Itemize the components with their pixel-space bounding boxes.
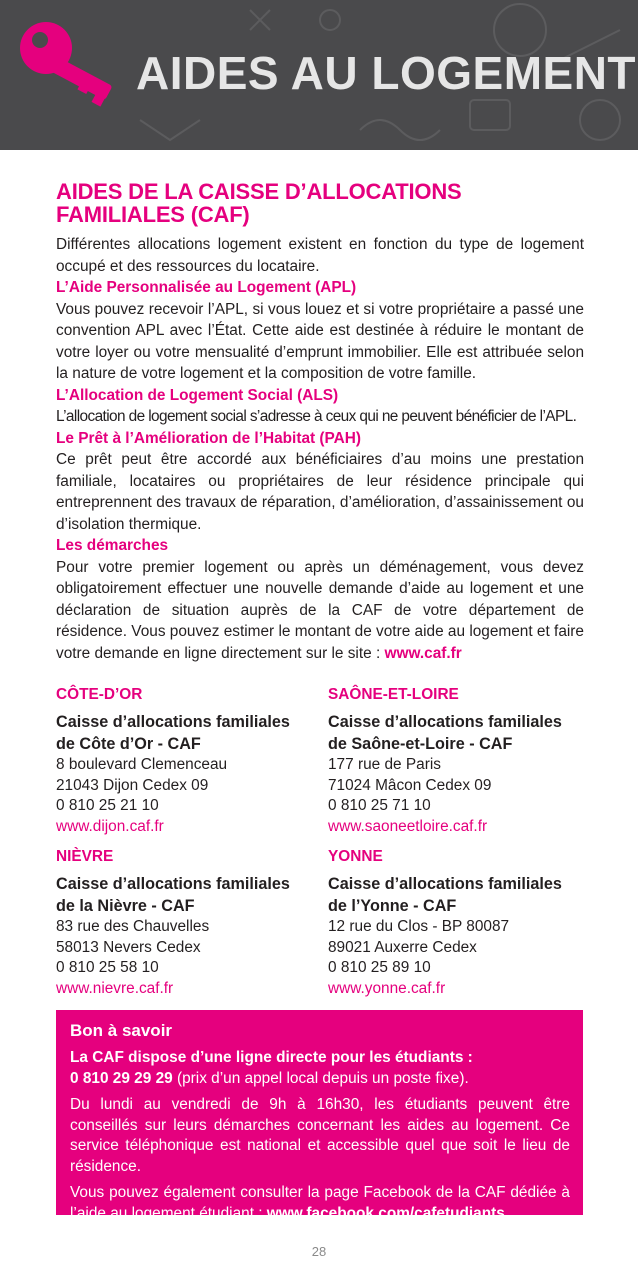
office-phone: 0 810 25 89 10 xyxy=(328,959,431,976)
tip-para2: Du lundi au vendredi de 9h à 16h30, les étudiants peuvent être conseillés sur leurs démarches concernant les aides au logement. Ce service téléphonique est national et accessible quel que soit le lieu de résidence. xyxy=(70,1096,570,1175)
office-org: Caisse d’allocations familiales de l’Yonne - CAF xyxy=(328,875,562,915)
office-org: Caisse d’allocations familiales de Côte d’Or - CAF xyxy=(56,713,290,753)
demarches-body: Pour votre premier logement ou après un déménagement, vous devez obligatoirement effectuer une nouvelle demande d’aide au logement et une déclaration de situation auprès de la CAF de votre département de résidence. Vous pouvez estimer le montant de votre aide au logement et faire votre demande en ligne directement sur le site : xyxy=(56,558,584,662)
tip-phone-note: (prix d’un appel local depuis un poste fixe). xyxy=(172,1069,469,1087)
tip-phone: 0 810 29 29 29 xyxy=(70,1069,173,1087)
office-url[interactable]: www.dijon.caf.fr xyxy=(56,817,164,835)
office-city: 89021 Auxerre Cedex xyxy=(328,938,477,956)
office-region: CÔTE-D’OR xyxy=(56,686,143,703)
office-phone: 0 810 25 58 10 xyxy=(56,959,159,976)
section-title xyxy=(56,180,584,226)
office-cote-dor xyxy=(56,685,326,837)
office-url[interactable]: www.yonne.caf.fr xyxy=(328,979,446,997)
office-url[interactable]: www.saoneetloire.caf.fr xyxy=(328,817,488,835)
office-org: Caisse d’allocations familiales de Saône-et-Loire - CAF xyxy=(328,713,562,753)
office-region: NIÈVRE xyxy=(56,848,114,865)
als-text: L’allocation de logement social s’adresse à ceux qui ne peuvent bénéficier de l’APL. xyxy=(56,408,577,425)
demarches-heading: Les démarches xyxy=(56,537,169,554)
office-city: 58013 Nevers Cedex xyxy=(56,938,201,956)
section-title-line2: FAMILIALES (CAF) xyxy=(56,202,250,227)
office-org: Caisse d’allocations familiales de la Nièvre - CAF xyxy=(56,875,290,915)
office-saone-et-loire xyxy=(328,685,598,837)
main-content xyxy=(56,180,584,664)
pah-text: Ce prêt peut être accordé aux bénéficiaires d’au moins une prestation familiale, locataires ou propriétaires de leur résidence principale qui entreprennent des travaux de réparation, d’amélioration, d’assainissement ou d’isolation thermique. xyxy=(56,451,584,533)
office-city: 71024 Mâcon Cedex 09 xyxy=(328,776,492,794)
office-address: 83 rue des Chauvelles xyxy=(56,918,210,935)
key-icon xyxy=(12,14,132,124)
office-yonne xyxy=(328,847,598,999)
office-url[interactable]: www.nievre.caf.fr xyxy=(56,979,174,997)
tip-title: Bon à savoir xyxy=(70,1021,173,1040)
page-title: AIDES AU LOGEMENT xyxy=(136,47,637,99)
office-address: 12 rue du Clos - BP 80087 xyxy=(328,918,510,935)
intro-text: Différentes allocations logement existent en fonction du type de logement occupé et des ressources du locataire. xyxy=(56,236,584,275)
section-title-line1: AIDES DE LA CAISSE D’ALLOCATIONS xyxy=(56,179,462,204)
demarches-text xyxy=(56,557,584,665)
apl-heading: L’Aide Personnalisée au Logement (APL) xyxy=(56,279,357,296)
office-address: 8 boulevard Clemenceau xyxy=(56,756,228,773)
office-phone: 0 810 25 71 10 xyxy=(328,797,431,814)
office-region: YONNE xyxy=(328,848,383,865)
tip-content xyxy=(70,1020,570,1224)
als-heading: L’Allocation de Logement Social (ALS) xyxy=(56,386,339,404)
pah-heading: Le Prêt à l’Amélioration de l’Habitat (PAH) xyxy=(56,429,362,447)
page-header xyxy=(0,0,638,150)
apl-text: Vous pouvez recevoir l’APL, si vous louez et si votre propriétaire a passé une convention APL avec l’État. Cette aide est destinée à réduire le montant de votre loyer ou votre mensualité d’emprunt immobilier. Elle est attribuée selon la nature de votre logement et la composition de votre famille. xyxy=(56,300,584,382)
tip-box xyxy=(56,1010,583,1222)
office-city: 21043 Dijon Cedex 09 xyxy=(56,776,209,794)
office-phone: 0 810 25 21 10 xyxy=(56,797,159,814)
tip-line1: La CAF dispose d’une ligne directe pour les étudiants : xyxy=(70,1049,473,1066)
tip-phone-line xyxy=(70,1069,570,1090)
office-address: 177 rue de Paris xyxy=(328,756,441,773)
tip-para3: Vous pouvez également consulter la page Facebook de la CAF dédiée à l’aide au logement étudiant : www.facebook.com/cafetudiants xyxy=(70,1184,570,1222)
page-number: 28 xyxy=(311,1244,327,1259)
facebook-link[interactable]: www.facebook.com/cafetudiants xyxy=(266,1204,505,1222)
office-nievre xyxy=(56,847,326,999)
caf-website-link[interactable]: www.caf.fr xyxy=(384,644,462,662)
office-region: SAÔNE-ET-LOIRE xyxy=(328,686,459,703)
